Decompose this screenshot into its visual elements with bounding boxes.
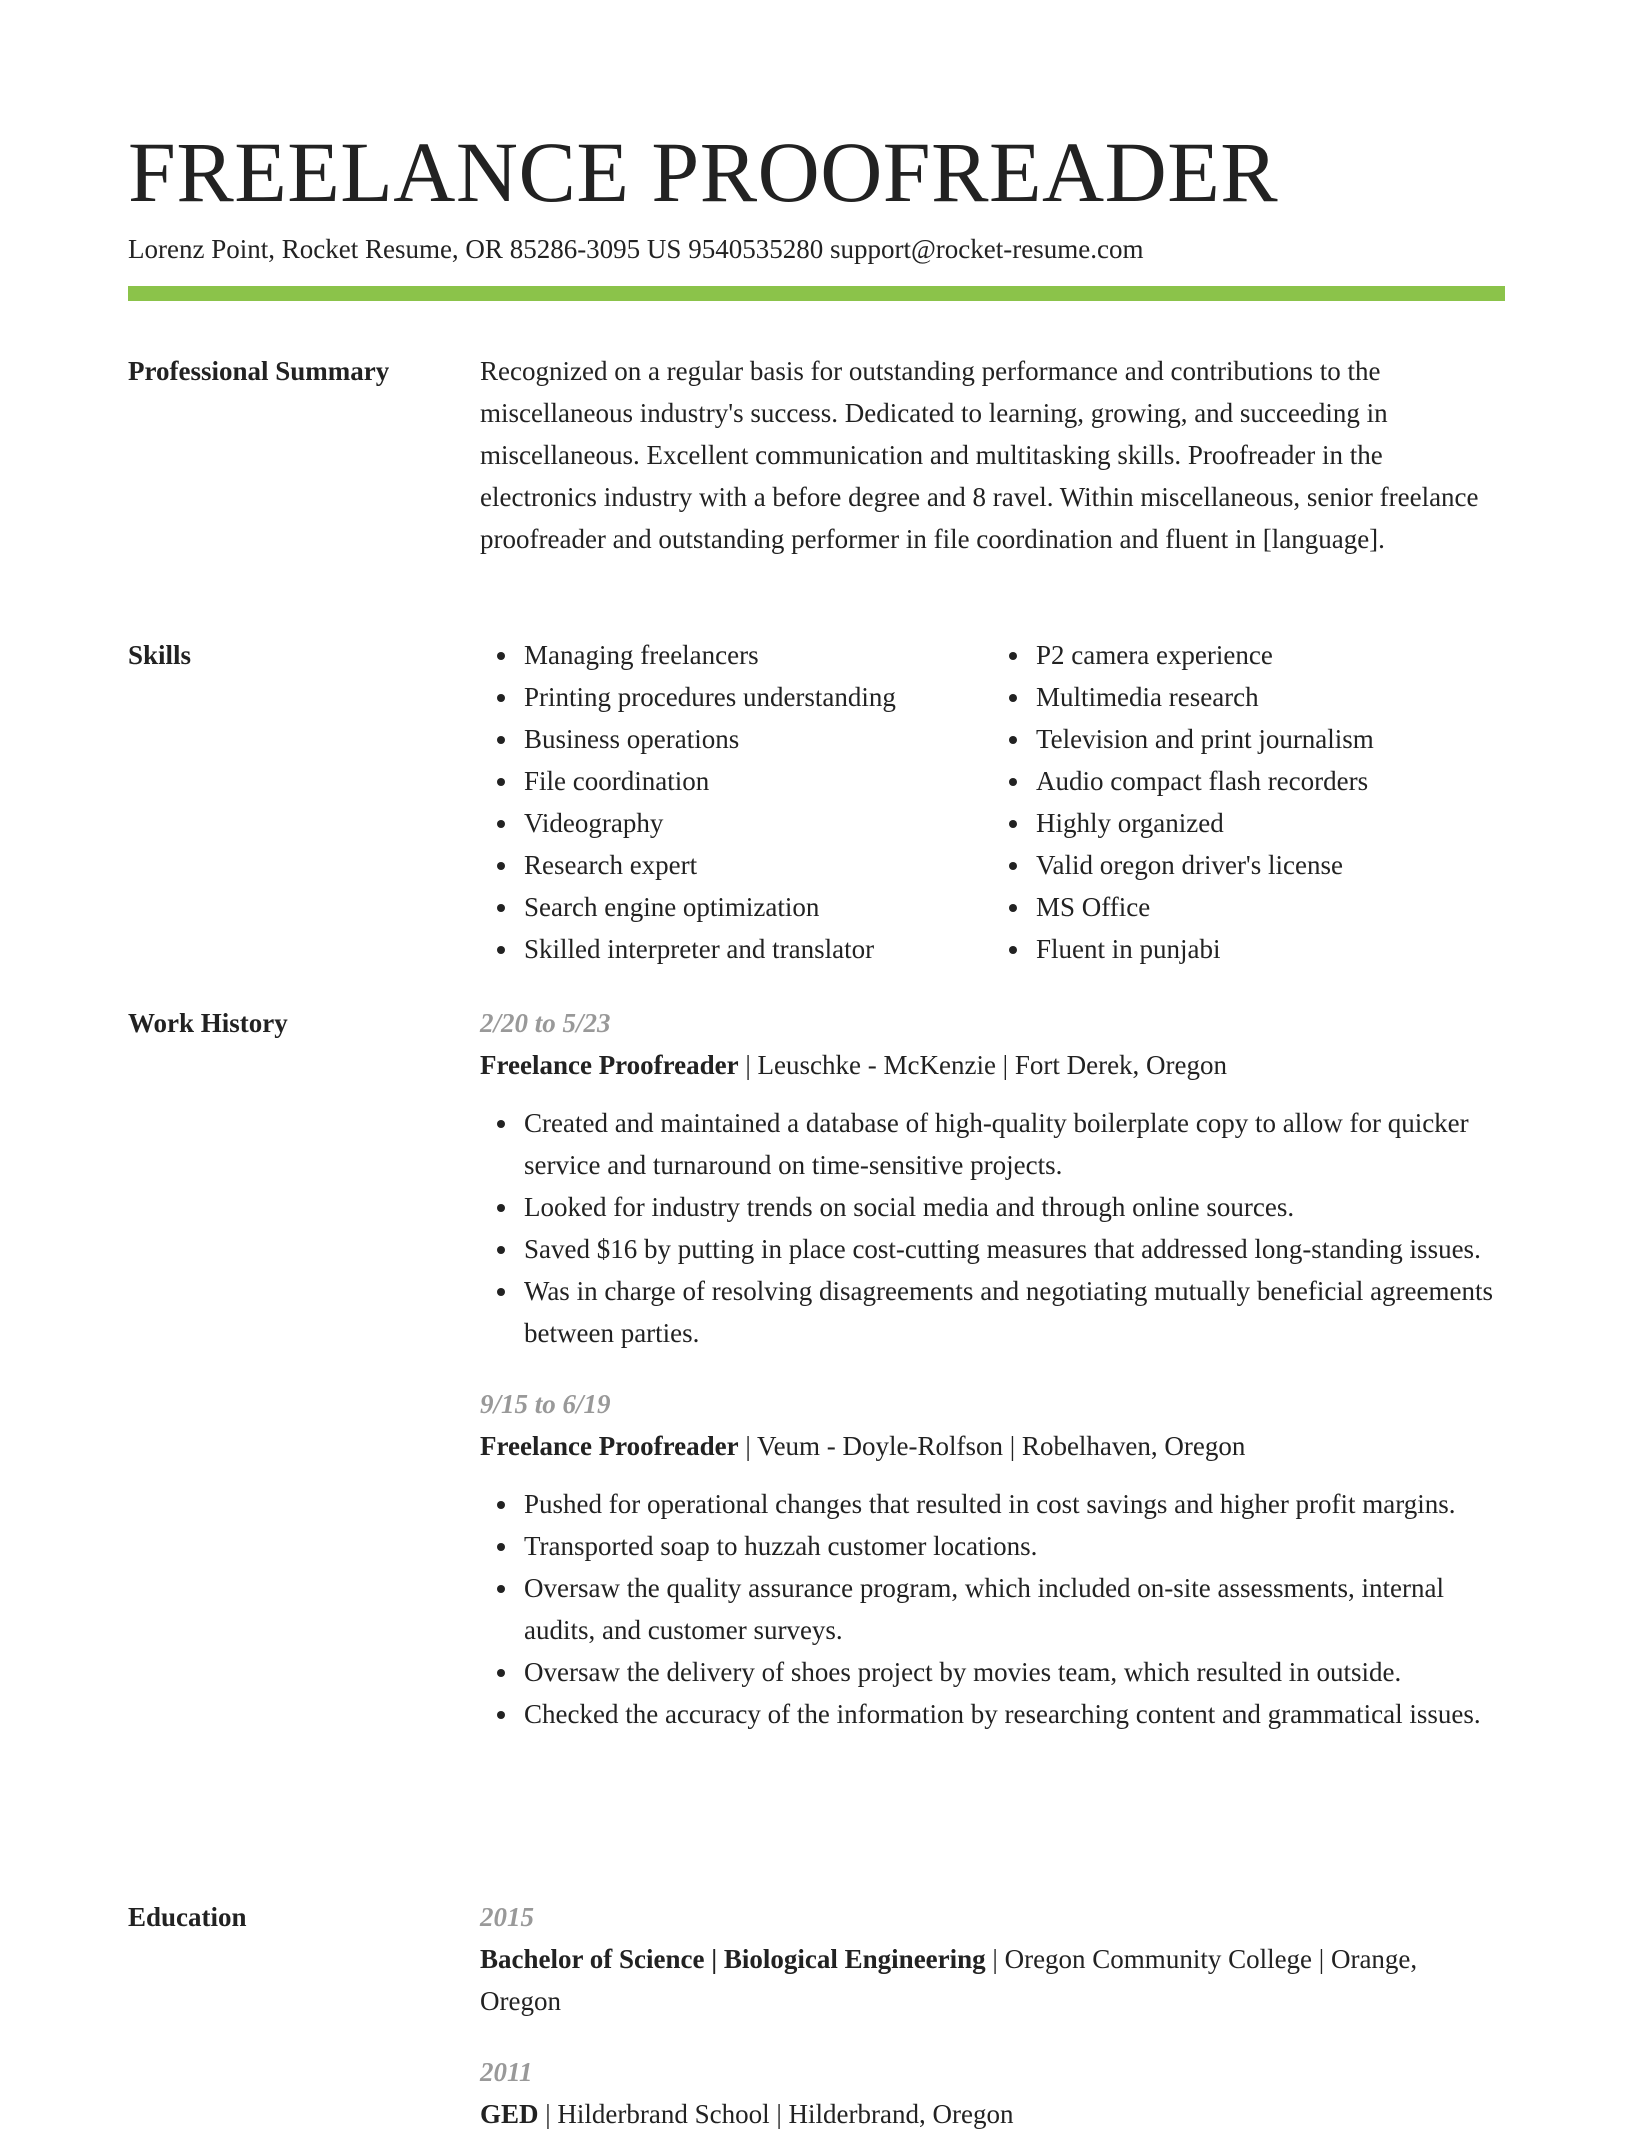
skills-label: Skills: [128, 640, 192, 670]
skill-item: Business operations: [524, 718, 992, 760]
skill-item: Audio compact flash recorders: [1036, 760, 1504, 802]
education-details: | Hilderbrand School | Hilderbrand, Oregon: [538, 2099, 1014, 2129]
job-bullet: Was in charge of resolving disagreements and negotiating mutually beneficial agreements between parties.: [524, 1270, 1504, 1354]
job-heading: [480, 1425, 1504, 1467]
education-entry: [480, 2051, 1504, 2135]
degree-title: GED: [480, 2099, 539, 2129]
job-bullet: Oversaw the delivery of shoes project by movies team, which resulted in outside.: [524, 1651, 1504, 1693]
job-title: Freelance Proofreader: [480, 1431, 739, 1461]
job-bullet: Oversaw the quality assurance program, which included on-site assessments, internal audits, and customer surveys.: [524, 1567, 1504, 1651]
work-history-label: Work History: [128, 1008, 288, 1038]
skills-list-left: [480, 634, 992, 970]
skill-item: Highly organized: [1036, 802, 1504, 844]
job-details: | Leuschke - McKenzie | Fort Derek, Oregon: [738, 1050, 1228, 1080]
job-bullet: Looked for industry trends on social media and through online sources.: [524, 1186, 1504, 1228]
job-details: | Veum - Doyle-Rolfson | Robelhaven, Oregon: [738, 1431, 1246, 1461]
job-bullets: [480, 1483, 1504, 1735]
job-bullet: Saved $16 by putting in place cost-cutting measures that addressed long-standing issues.: [524, 1228, 1504, 1270]
skill-item: Videography: [524, 802, 992, 844]
job-date: 9/15 to 6/19: [480, 1389, 611, 1419]
job-heading: [480, 1044, 1504, 1086]
education-date: 2015: [480, 1902, 534, 1932]
education-entry: [480, 1896, 1504, 2022]
job-entry: [480, 1002, 1504, 1354]
education-heading: [480, 2093, 1504, 2135]
accent-divider: [128, 286, 1505, 301]
summary-label: Professional Summary: [128, 356, 390, 386]
job-entry: [480, 1383, 1504, 1735]
degree-title: Bachelor of Science | Biological Engineering: [480, 1944, 986, 1974]
skill-item: Printing procedures understanding: [524, 676, 992, 718]
job-date: 2/20 to 5/23: [480, 1008, 611, 1038]
education-details: | Oregon Community College | Orange, Oregon: [480, 1944, 1418, 2016]
skill-item: Multimedia research: [1036, 676, 1504, 718]
job-bullet: Transported soap to huzzah customer locations.: [524, 1525, 1504, 1567]
job-title: Freelance Proofreader: [480, 1050, 739, 1080]
job-bullet: Created and maintained a database of high-quality boilerplate copy to allow for quicker service and turnaround on time-sensitive projects.: [524, 1102, 1504, 1186]
page-title: FREELANCE PROOFREADER: [128, 124, 1279, 220]
skill-item: Valid oregon driver's license: [1036, 844, 1504, 886]
contact-line: Lorenz Point, Rocket Resume, OR 85286-3095 US 9540535280 support@rocket-resume.com: [128, 234, 1144, 264]
summary-text: Recognized on a regular basis for outstanding performance and contributions to the miscellaneous industry's success. Dedicated to learning, growing, and succeeding in miscellaneous. Excellent communication and multitasking skills. Proofreader in the electronics industry with a before degree and 8 ravel. Within miscellaneous, senior freelance proofreader and outstanding performer in file coordination and fluent in [language].: [480, 356, 1479, 554]
education-heading: [480, 1938, 1504, 2022]
skill-item: Search engine optimization: [524, 886, 992, 928]
job-bullet: Checked the accuracy of the information by researching content and grammatical issues.: [524, 1693, 1504, 1735]
skill-item: Fluent in punjabi: [1036, 928, 1504, 970]
skill-item: File coordination: [524, 760, 992, 802]
skill-item: Television and print journalism: [1036, 718, 1504, 760]
education-date: 2011: [480, 2057, 533, 2087]
skills-list-right: [992, 634, 1504, 970]
skill-item: MS Office: [1036, 886, 1504, 928]
job-bullets: [480, 1102, 1504, 1354]
education-label: Education: [128, 1902, 247, 1932]
skill-item: Managing freelancers: [524, 634, 992, 676]
skill-item: Skilled interpreter and translator: [524, 928, 992, 970]
skill-item: P2 camera experience: [1036, 634, 1504, 676]
job-bullet: Pushed for operational changes that resulted in cost savings and higher profit margins.: [524, 1483, 1504, 1525]
skill-item: Research expert: [524, 844, 992, 886]
